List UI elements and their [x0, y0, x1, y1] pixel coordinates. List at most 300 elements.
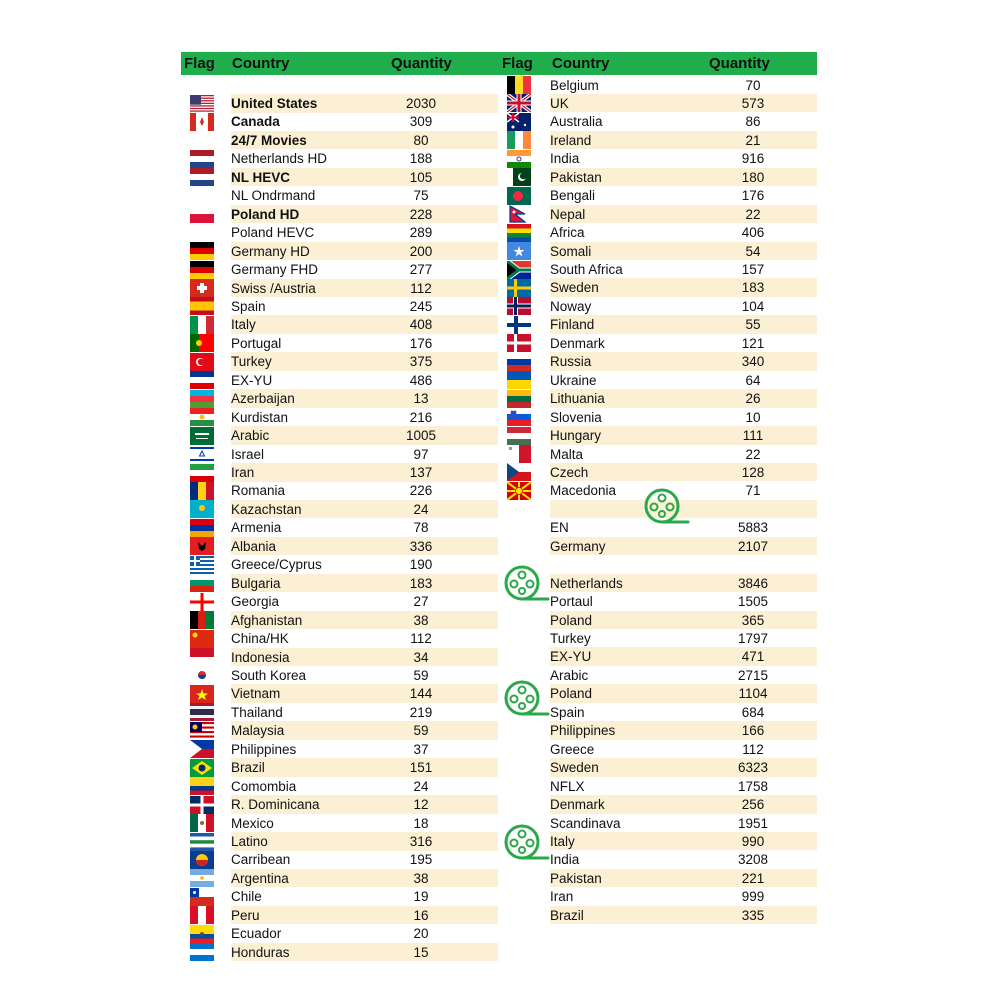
denmark-flag-icon [507, 334, 531, 352]
table-row [231, 943, 498, 962]
quantity-value: 176 [741, 188, 765, 204]
spain-flag-icon [190, 297, 214, 315]
quantity-value: 121 [741, 335, 765, 351]
country-name: Macedonia [550, 483, 617, 499]
ireland-flag-icon [507, 131, 531, 149]
country-name: Australia [550, 114, 603, 130]
romania-flag-icon [190, 482, 214, 500]
table-row [550, 777, 817, 796]
quantity-value: 2715 [737, 667, 769, 683]
country-name: Czech [550, 464, 589, 480]
quantity-value: 166 [741, 723, 765, 739]
quantity-value: 1758 [737, 778, 769, 794]
table-row [231, 906, 498, 925]
quantity-value: 916 [741, 151, 765, 167]
table-row [231, 869, 498, 888]
quantity-value: 684 [741, 704, 765, 720]
table-row [231, 814, 498, 833]
country-name: Netherlands [550, 575, 623, 591]
table-row [550, 131, 817, 150]
table-row [231, 518, 498, 537]
russia-flag-icon [507, 353, 531, 371]
africa-flag-icon [507, 224, 531, 242]
quantity-value: 26 [745, 391, 761, 407]
bangladesh-flag-icon [507, 187, 531, 205]
header-quantity-right: Quantity [709, 55, 770, 72]
quantity-value: 3846 [737, 575, 769, 591]
country-name: Albania [231, 538, 277, 554]
table-row [231, 629, 498, 648]
table-row [231, 574, 498, 593]
table-row [550, 611, 817, 630]
quantity-value: 335 [741, 907, 765, 923]
table-row [550, 94, 817, 113]
netherlands-flag-icon [190, 150, 214, 168]
portugal-flag-icon [190, 334, 214, 352]
quantity-value: 5883 [737, 520, 769, 536]
table-row [231, 149, 498, 168]
country-name: NFLX [550, 778, 585, 794]
country-name: R. Dominicana [231, 797, 320, 813]
quantity-value: 24 [413, 501, 429, 517]
sweden-flag-icon [507, 279, 531, 297]
south-korea-flag-icon [190, 666, 214, 684]
quantity-value: 1104 [738, 686, 768, 702]
quantity-value: 200 [409, 243, 433, 259]
quantity-value: 104 [741, 298, 765, 314]
country-name: Poland HEVC [231, 225, 315, 241]
country-name: EX-YU [231, 372, 273, 388]
quantity-value: 256 [741, 797, 765, 813]
netherlands-flag-icon [190, 168, 214, 186]
quantity-value: 216 [409, 409, 433, 425]
country-name: Portaul [550, 594, 593, 610]
germany-flag-icon [190, 261, 214, 279]
country-name: Slovenia [550, 409, 602, 425]
film-reel-icon [640, 486, 690, 526]
country-name: Germany [550, 538, 606, 554]
table-header [181, 52, 817, 75]
table-row [550, 408, 817, 427]
us-flag-icon [190, 95, 214, 113]
table-row [550, 186, 817, 205]
table-row [550, 223, 817, 242]
country-name: Ireland [550, 132, 592, 148]
quantity-value: 78 [413, 520, 429, 536]
nepal-flag-icon [507, 205, 531, 223]
quantity-value: 2030 [405, 96, 437, 111]
germany-flag-icon [190, 242, 214, 260]
quantity-value: 137 [409, 465, 433, 480]
country-name: NL HEVC [231, 169, 291, 185]
table-row [231, 334, 498, 353]
quantity-value: 375 [409, 354, 433, 370]
honduras-flag-icon [190, 943, 214, 961]
caribbean-flag-icon [190, 851, 214, 869]
country-name: Netherlands HD [231, 151, 328, 167]
colombia-flag-icon [190, 777, 214, 795]
country-name: Israel [231, 446, 265, 462]
table-row [231, 352, 498, 371]
table-row [231, 740, 498, 759]
india-flag-icon [507, 150, 531, 168]
hungary-flag-icon [507, 427, 531, 445]
table-row [550, 149, 817, 168]
australia-flag-icon [507, 113, 531, 131]
quantity-value: 1797 [737, 631, 769, 646]
quantity-value: 408 [409, 317, 433, 333]
quantity-value: 183 [741, 280, 765, 296]
malta-flag-icon [507, 445, 531, 463]
country-name: Noway [550, 298, 592, 314]
table-row [550, 76, 817, 95]
table-row [550, 537, 817, 556]
quantity-value: 365 [741, 612, 765, 628]
quantity-value: 3208 [737, 852, 769, 868]
table-row [231, 408, 498, 427]
table-row [550, 242, 817, 261]
turkey-flag-icon [190, 353, 214, 371]
israel-flag-icon [190, 445, 214, 463]
quantity-value: 19 [413, 889, 429, 905]
macedonia-flag-icon [507, 482, 531, 500]
country-name: United States [231, 96, 318, 111]
country-name: Italy [550, 833, 575, 849]
table-row [550, 389, 817, 408]
country-name: Spain [550, 704, 585, 720]
country-name: EX-YU [550, 649, 592, 665]
film-reel-icon [500, 678, 550, 718]
country-name: Chile [231, 889, 262, 905]
dominican-republic-flag-icon [190, 796, 214, 814]
quantity-value: 12 [413, 797, 429, 813]
quantity-value: 86 [745, 114, 761, 130]
quantity-value: 176 [409, 335, 433, 351]
quantity-value: 111 [742, 428, 764, 444]
table-row [231, 832, 498, 851]
quantity-value: 24 [413, 778, 429, 794]
poland-flag-icon [190, 205, 214, 223]
table-row [550, 426, 817, 445]
country-name: Sweden [550, 280, 599, 296]
quantity-value: 128 [741, 464, 765, 480]
country-name: Germany FHD [231, 262, 319, 278]
film-reel-icon [500, 563, 550, 603]
country-name: Kurdistan [231, 409, 289, 425]
quantity-value: 20 [413, 926, 429, 942]
country-name: Philippines [550, 723, 616, 739]
quantity-value: 999 [741, 889, 765, 905]
header-country-right: Country [552, 55, 610, 72]
country-name: Nepal [550, 206, 586, 222]
quantity-value: 21 [745, 132, 761, 148]
country-name: Thailand [231, 704, 283, 720]
table-row [231, 315, 498, 334]
table-row [550, 315, 817, 334]
quantity-value: 10 [745, 409, 761, 425]
table-row [231, 555, 498, 574]
table-row [550, 297, 817, 316]
mexico-flag-icon [190, 814, 214, 832]
quantity-value: 309 [409, 114, 433, 130]
table-row [231, 223, 498, 242]
country-name: Brazil [231, 760, 265, 776]
table-row [550, 334, 817, 353]
table-row [550, 168, 817, 187]
country-name: Greece/Cyprus [231, 557, 322, 573]
header-country-left: Country [232, 55, 290, 72]
country-name: South Korea [231, 667, 307, 683]
country-name: Poland [550, 686, 593, 702]
country-name: Pakistan [550, 870, 602, 886]
table-row [231, 426, 498, 445]
quantity-value: 195 [409, 852, 433, 868]
table-row [550, 758, 817, 777]
canada-flag-icon [190, 113, 214, 131]
brazil-flag-icon [190, 759, 214, 777]
quantity-value: 340 [741, 354, 765, 370]
country-name: Azerbaijan [231, 391, 295, 407]
norway-flag-icon [507, 297, 531, 315]
film-reel-icon [500, 822, 550, 862]
country-name: Georgia [231, 594, 280, 610]
table-row [550, 371, 817, 390]
table-row [550, 924, 817, 943]
quantity-value: 97 [413, 446, 429, 462]
table-row [231, 205, 498, 224]
table-row [550, 574, 817, 593]
table-row [231, 463, 498, 482]
country-name: Latino [231, 834, 268, 849]
table-row [550, 721, 817, 740]
south-africa-flag-icon [507, 261, 531, 279]
quantity-value: 38 [413, 870, 429, 886]
header-flag-left: Flag [184, 55, 215, 72]
quantity-value: 289 [409, 225, 433, 241]
table-row [550, 647, 817, 666]
lithuania-flag-icon [507, 390, 531, 408]
table-row [231, 537, 498, 556]
table-row [550, 555, 817, 574]
country-name: Philippines [231, 741, 297, 757]
country-name: China/HK [231, 631, 289, 647]
country-name: Turkey [550, 631, 591, 646]
table-row [550, 832, 817, 851]
table-row [550, 850, 817, 869]
slovenia-flag-icon [507, 408, 531, 426]
iran-flag-icon [190, 464, 214, 482]
country-name: Spain [231, 298, 266, 314]
quantity-value: 70 [745, 77, 761, 93]
country-name: Russia [550, 354, 592, 370]
country-name: NL Ondrmand [231, 188, 316, 204]
country-name: Carribean [231, 852, 291, 868]
quantity-value: 16 [413, 907, 429, 923]
kurdistan-flag-icon [190, 408, 214, 426]
country-name: Germany HD [231, 243, 310, 259]
quantity-value: 2107 [737, 538, 769, 554]
country-name: Honduras [231, 944, 290, 960]
country-name: Poland [550, 612, 593, 628]
ex-yu-flag-icon [190, 371, 214, 389]
table-row [550, 795, 817, 814]
table-row [231, 168, 498, 187]
header-flag-right: Flag [502, 55, 533, 72]
table-row [231, 481, 498, 500]
country-name: Indonesia [231, 649, 290, 665]
quantity-value: 336 [409, 538, 433, 554]
country-name: Iran [231, 465, 255, 480]
table-row [550, 278, 817, 297]
quantity-value: 71 [745, 483, 761, 499]
azerbaijan-flag-icon [190, 390, 214, 408]
table-row [231, 684, 498, 703]
country-name: Denmark [550, 335, 605, 351]
quantity-value: 15 [413, 944, 429, 960]
table-row [550, 260, 817, 279]
table-row [550, 666, 817, 685]
table-row [231, 850, 498, 869]
quantity-value: 13 [413, 391, 429, 407]
country-name: Bengali [550, 188, 596, 204]
country-name: Somali [550, 243, 592, 259]
country-name: Portugal [231, 335, 282, 351]
country-name: Denmark [550, 797, 605, 813]
country-name: South Africa [550, 262, 623, 277]
quantity-value: 37 [413, 741, 429, 757]
table-row [550, 629, 817, 648]
quantity-value: 316 [409, 834, 433, 849]
table-row [231, 887, 498, 906]
country-name: Sweden [550, 760, 599, 776]
table-row [550, 463, 817, 482]
peru-flag-icon [190, 906, 214, 924]
table-row [231, 666, 498, 685]
table-row [550, 887, 817, 906]
table-row [231, 389, 498, 408]
country-name: India [550, 852, 580, 868]
table-row [231, 445, 498, 464]
country-name: Belgium [550, 77, 599, 93]
quantity-value: 18 [413, 815, 429, 831]
quantity-value: 188 [409, 151, 433, 167]
country-name: Pakistan [550, 169, 602, 185]
country-name: 24/7 Movies [231, 132, 307, 148]
quantity-value: 80 [413, 132, 429, 148]
country-name: Kazachstan [231, 501, 302, 517]
table-row [550, 814, 817, 833]
table-row [231, 297, 498, 316]
finland-flag-icon [507, 316, 531, 334]
country-name: Ukraine [550, 372, 597, 388]
country-name: Lithuania [550, 391, 605, 407]
quantity-value: 226 [409, 483, 433, 499]
switzerland-flag-icon [190, 279, 214, 297]
country-name: Malaysia [231, 723, 285, 739]
country-name: Armenia [231, 520, 282, 536]
quantity-value: 64 [745, 372, 761, 388]
country-name: India [550, 151, 580, 167]
quantity-value: 38 [413, 612, 429, 628]
quantity-value: 105 [409, 169, 433, 185]
country-name: Iran [550, 889, 574, 905]
quantity-value: 573 [741, 95, 765, 111]
table-row [231, 94, 498, 113]
quantity-value: 112 [410, 280, 432, 296]
country-name: Arabic [231, 428, 270, 444]
pakistan-flag-icon [507, 168, 531, 186]
country-name: Vietnam [231, 686, 281, 702]
malaysia-flag-icon [190, 722, 214, 740]
country-name: Afghanistan [231, 612, 303, 628]
quantity-value: 183 [409, 575, 433, 591]
country-name: Swiss /Austria [231, 280, 316, 296]
quantity-value: 471 [741, 649, 765, 665]
quantity-value: 75 [413, 188, 429, 204]
indonesia-flag-icon [190, 648, 214, 666]
quantity-value: 990 [741, 833, 765, 849]
quantity-value: 277 [409, 262, 433, 278]
table-row [550, 703, 817, 722]
country-name: Bulgaria [231, 575, 281, 591]
greece-flag-icon [190, 556, 214, 574]
quantity-value: 54 [745, 243, 761, 259]
quantity-value: 221 [741, 870, 765, 886]
ecuador-flag-icon [190, 925, 214, 943]
italy-flag-icon [190, 316, 214, 334]
table-row [231, 648, 498, 667]
philippines-flag-icon [190, 740, 214, 758]
table-row [550, 592, 817, 611]
quantity-value: 22 [745, 446, 761, 462]
table-row [550, 906, 817, 925]
armenia-flag-icon [190, 519, 214, 537]
table-row [550, 205, 817, 224]
quantity-value: 59 [413, 723, 429, 739]
ukraine-flag-icon [507, 371, 531, 389]
table-row [550, 445, 817, 464]
georgia-flag-icon [190, 593, 214, 611]
country-name: Africa [550, 225, 585, 241]
quantity-value: 245 [409, 298, 433, 314]
table-row [231, 279, 498, 298]
table-row [231, 592, 498, 611]
quantity-value: 1005 [405, 428, 437, 444]
uk-flag-icon [507, 94, 531, 112]
belgium-flag-icon [507, 76, 531, 94]
table-row [550, 684, 817, 703]
table-row [231, 795, 498, 814]
quantity-value: 1505 [737, 594, 769, 610]
country-name: EN [550, 520, 569, 536]
quantity-value: 190 [409, 557, 433, 573]
table-row [231, 721, 498, 740]
quantity-value: 406 [741, 225, 765, 241]
czech-flag-icon [507, 463, 531, 481]
country-name: Arabic [550, 667, 589, 683]
quantity-value: 22 [745, 206, 761, 222]
quantity-value: 112 [410, 631, 432, 647]
arabic-flag-icon [190, 427, 214, 445]
country-name: Hungary [550, 428, 602, 444]
country-name: Mexico [231, 815, 274, 831]
country-name: Peru [231, 907, 260, 923]
chile-flag-icon [190, 888, 214, 906]
quantity-value: 6323 [737, 760, 769, 776]
quantity-value: 228 [409, 206, 433, 222]
quantity-value: 486 [409, 372, 433, 388]
header-quantity-left: Quantity [391, 55, 452, 72]
